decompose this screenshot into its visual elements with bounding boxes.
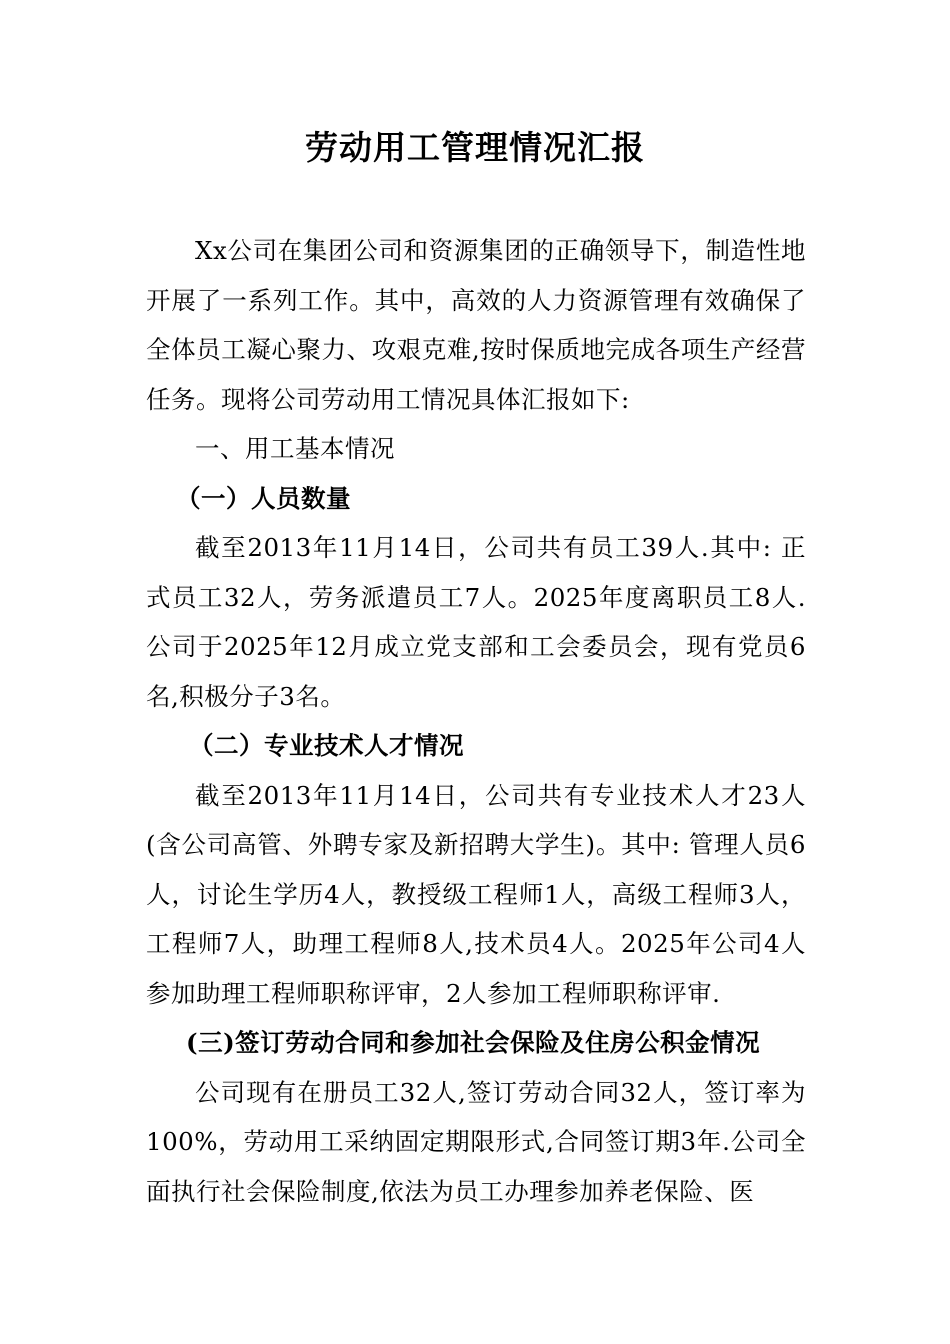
intro-paragraph: Xx公司在集团公司和资源集团的正确领导下，制造性地开展了一系列工作。其中，高效的人力资源管理有效确保了全体员工凝心聚力、攻艰克难,按时保质地完成各项生产经营任务。现将公司劳动用工情况具体汇报如下:	[146, 236, 806, 414]
headcount-paragraph: 截至2013年11月14日，公司共有员工39人.其中: 正式员工32人，劳务派遣员工7人。2025年度离职员工8人.公司于2025年12月成立党支部和工会委员会，现有党员6名,积极分子3名。	[146, 533, 806, 711]
document-body	[146, 226, 806, 1216]
subsection-heading-headcount: （一）人员数量	[176, 483, 351, 513]
document-title: 劳动用工管理情况汇报	[305, 128, 645, 167]
subsection-heading-contracts-insurance: (三)签订劳动合同和参加社会保险及住房公积金情况	[186, 1028, 761, 1057]
technical-talent-paragraph: 截至2013年11月14日，公司共有专业技术人才23人(含公司高管、外聘专家及新招聘大学生)。其中: 管理人员6人，讨论生学历4人，教授级工程师1人，高级工程师3人，工程师7人，助理工程师8人,技术员4人。2025年公司4人参加助理工程师职称评审，2人参加工程师职称评审.	[146, 780, 806, 1008]
section-heading-basic: 一、用工基本情况	[195, 434, 395, 463]
subsection-heading-technical-talent: （二）专业技术人才情况	[189, 731, 464, 760]
contracts-insurance-paragraph: 公司现有在册员工32人,签订劳动合同32人，签订率为100%，劳动用工采纳固定期限形式,合同签订期3年.公司全面执行社会保险制度,依法为员工办理参加养老保险、医	[146, 1077, 806, 1206]
